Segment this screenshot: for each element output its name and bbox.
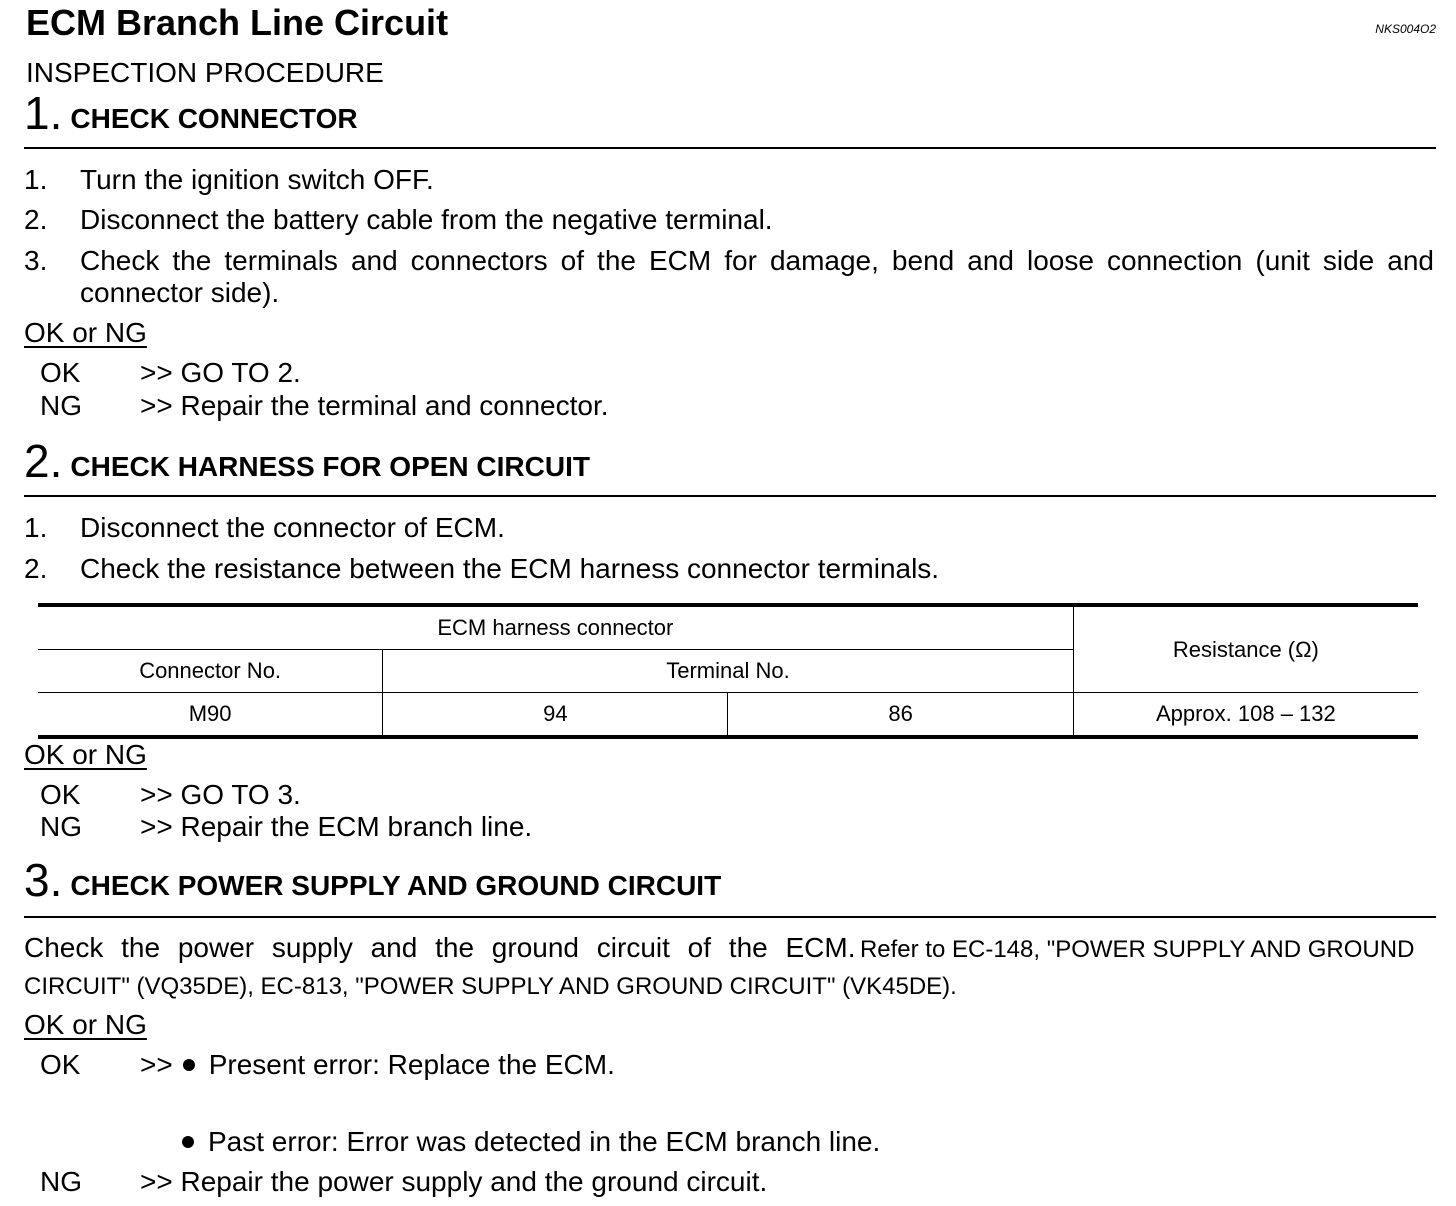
table-header: Terminal No.	[383, 650, 1074, 693]
step-title: CHECK POWER SUPPLY AND GROUND CIRCUIT	[70, 870, 722, 901]
table-cell: 94	[383, 693, 728, 738]
list-item: 2. Disconnect the battery cable from the negative terminal.	[24, 204, 773, 235]
page-title: ECM Branch Line Circuit	[26, 2, 449, 43]
step-2-heading	[24, 436, 590, 486]
divider	[24, 147, 1436, 149]
ok-or-ng-label: OK or NG	[24, 317, 147, 348]
table-cell: 86	[728, 693, 1073, 738]
list-item: 1. Turn the ignition switch OFF.	[24, 164, 434, 195]
table-header: Resistance (Ω)	[1073, 605, 1418, 693]
document-code: NKS004O2	[1375, 22, 1436, 36]
step-1-heading	[24, 88, 358, 138]
table-header: Connector No.	[38, 650, 383, 693]
ok-or-ng-label: OK or NG	[24, 739, 147, 770]
instruction-paragraph: Check the power supply and the ground circuit of the ECM. Refer to EC-148, "POWER SUPPLY AND GROUND CIRCUIT" (VQ35DE), EC-813, "POWER SUPPLY AND GROUND CIRCUIT" (VK45DE).	[24, 932, 1415, 1000]
list-item: 2. Check the resistance between the ECM harness connector terminals.	[24, 553, 940, 584]
bullet-icon	[182, 1136, 194, 1148]
list-item: 1. Disconnect the connector of ECM.	[24, 512, 505, 543]
table-row	[38, 693, 1418, 738]
step-3-heading	[24, 855, 721, 905]
table-cell: M90	[38, 693, 383, 738]
step-title: CHECK CONNECTOR	[70, 103, 358, 134]
ok-or-ng-label: OK or NG	[24, 1009, 147, 1040]
divider	[24, 916, 1436, 918]
step-number: 2.	[24, 435, 63, 487]
step-title: CHECK HARNESS FOR OPEN CIRCUIT	[70, 451, 590, 482]
step-number: 3.	[24, 854, 63, 906]
bullet-icon	[183, 1059, 195, 1071]
resistance-table	[38, 603, 1418, 739]
divider	[24, 495, 1436, 497]
table-header: ECM harness connector	[38, 605, 1073, 650]
table-cell: Approx. 108 – 132	[1073, 693, 1418, 738]
reference-text: Refer to EC-148, "POWER SUPPLY AND GROUND CIRCUIT" (VQ35DE), EC-813, "POWER SUPPLY AND GROUND CIRCUIT" (VK45DE).	[24, 936, 1415, 1000]
section-subtitle: INSPECTION PROCEDURE	[26, 57, 384, 88]
step-number: 1.	[24, 87, 63, 139]
list-item: 3. Check the terminals and connectors of the ECM for damage, bend and loose connection (unit side and connector side).	[24, 245, 1434, 308]
